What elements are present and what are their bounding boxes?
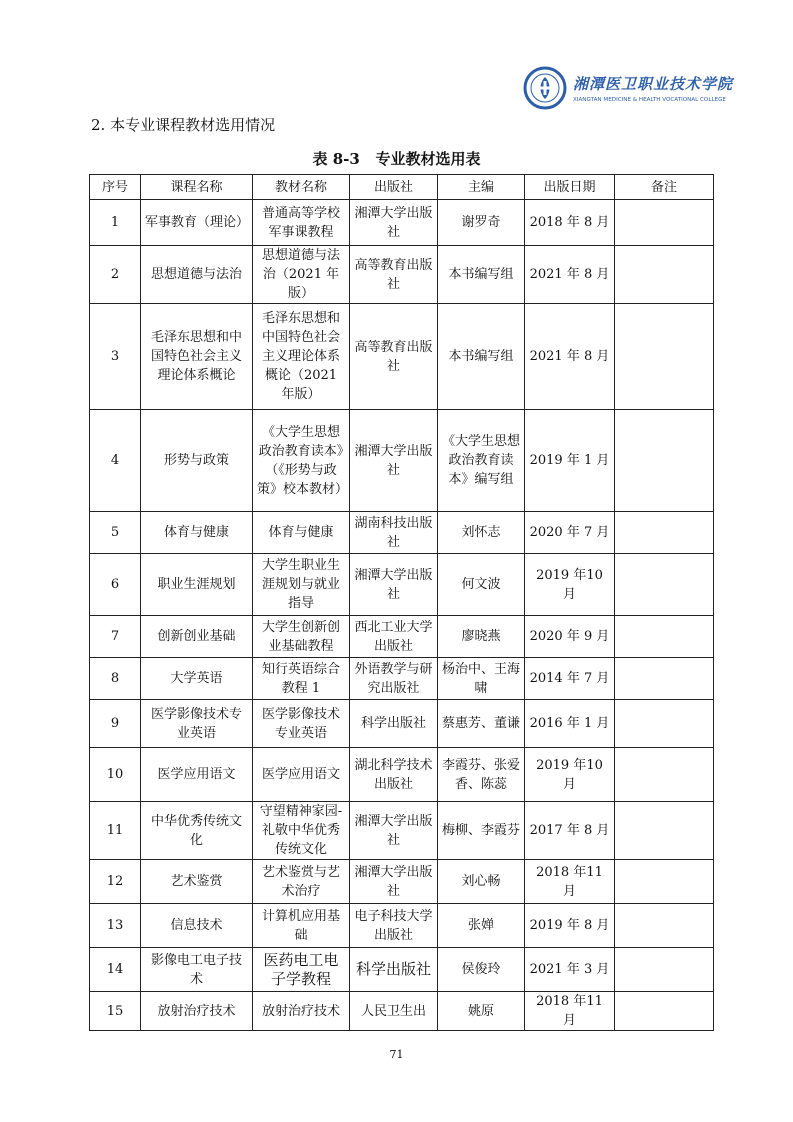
table-row: [90, 512, 714, 554]
cell-course: 大学英语: [141, 658, 253, 700]
cell-date: 2020 年 9 月: [525, 616, 615, 658]
college-name-cn: 湘潭医卫职业技术学院: [573, 75, 734, 93]
cell-index: 15: [90, 992, 141, 1031]
table-row: [90, 748, 714, 802]
cell-course: 军事教育（理论）: [141, 200, 253, 246]
table-row: [90, 904, 714, 948]
cell-editor: 本书编写组: [438, 304, 525, 410]
cell-remarks: [615, 700, 714, 748]
cell-textbook: 计算机应用基础: [253, 904, 350, 948]
cell-editor: 姚原: [438, 992, 525, 1031]
cell-remarks: [615, 554, 714, 616]
cell-publisher: 西北工业大学出版社: [350, 616, 438, 658]
cell-textbook: 思想道德与法治（2021 年版）: [253, 246, 350, 304]
cell-index: 14: [90, 948, 141, 992]
cell-textbook: 《大学生思想政治教育读本》（《形势与政策》校本教材）: [253, 410, 350, 512]
cell-textbook: 普通高等学校军事课教程: [253, 200, 350, 246]
cell-date: 2021 年 8 月: [525, 304, 615, 410]
cell-remarks: [615, 616, 714, 658]
cell-index: 6: [90, 554, 141, 616]
table-row: [90, 304, 714, 410]
cell-remarks: [615, 802, 714, 860]
cell-remarks: [615, 948, 714, 992]
cell-publisher: 湘潭大学出版社: [350, 554, 438, 616]
cell-course: 放射治疗技术: [141, 992, 253, 1031]
cell-publisher: 湘潭大学出版社: [350, 860, 438, 904]
cell-remarks: [615, 860, 714, 904]
header-textbook: 教材名称: [253, 175, 350, 200]
cell-course: 思想道德与法治: [141, 246, 253, 304]
table-row: [90, 554, 714, 616]
cell-textbook: 大学生创新创业基础教程: [253, 616, 350, 658]
table-body: [90, 200, 714, 1031]
table-row: [90, 658, 714, 700]
cell-index: 2: [90, 246, 141, 304]
cell-remarks: [615, 904, 714, 948]
cell-publisher: 湘潭大学出版社: [350, 410, 438, 512]
cell-remarks: [615, 992, 714, 1031]
cell-date: 2019 年 1 月: [525, 410, 615, 512]
table-row: [90, 992, 714, 1031]
cell-remarks: [615, 200, 714, 246]
textbook-table: [89, 174, 714, 1031]
cell-index: 7: [90, 616, 141, 658]
college-emblem-icon: [523, 66, 567, 110]
cell-remarks: [615, 246, 714, 304]
table-row: [90, 802, 714, 860]
cell-course: 医学影像技术专业英语: [141, 700, 253, 748]
cell-date: 2014 年 7 月: [525, 658, 615, 700]
cell-textbook: 医学影像技术专业英语: [253, 700, 350, 748]
cell-remarks: [615, 410, 714, 512]
college-name-en: XIANGTAN MEDICINE & HEALTH VOCATIONAL COLLEGE: [573, 97, 726, 103]
cell-textbook: 知行英语综合教程 1: [253, 658, 350, 700]
cell-index: 12: [90, 860, 141, 904]
cell-editor: 本书编写组: [438, 246, 525, 304]
cell-index: 11: [90, 802, 141, 860]
table-row: [90, 616, 714, 658]
cell-course: 形势与政策: [141, 410, 253, 512]
table-header-row: [90, 175, 714, 200]
cell-textbook: 医药电工电子学教程: [253, 948, 350, 992]
cell-remarks: [615, 512, 714, 554]
cell-editor: 刘心畅: [438, 860, 525, 904]
table-row: [90, 200, 714, 246]
cell-editor: 侯俊玲: [438, 948, 525, 992]
cell-index: 5: [90, 512, 141, 554]
cell-remarks: [615, 748, 714, 802]
cell-date: 2018 年 8 月: [525, 200, 615, 246]
cell-index: 13: [90, 904, 141, 948]
section-heading: 2. 本专业课程教材选用情况: [91, 116, 276, 134]
cell-textbook: 毛泽东思想和中国特色社会主义理论体系概论（2021 年版）: [253, 304, 350, 410]
header-course: 课程名称: [141, 175, 253, 200]
header-remarks: 备注: [615, 175, 714, 200]
cell-index: 10: [90, 748, 141, 802]
cell-course: 职业生涯规划: [141, 554, 253, 616]
header-date: 出版日期: [525, 175, 615, 200]
cell-date: 2019 年 8 月: [525, 904, 615, 948]
cell-textbook: 医学应用语文: [253, 748, 350, 802]
cell-publisher: 外语教学与研究出版社: [350, 658, 438, 700]
cell-publisher: 湘潭大学出版社: [350, 200, 438, 246]
cell-index: 4: [90, 410, 141, 512]
cell-date: 2019 年10 月: [525, 554, 615, 616]
cell-publisher: 电子科技大学出版社: [350, 904, 438, 948]
cell-textbook: 大学生职业生涯规划与就业指导: [253, 554, 350, 616]
table-row: [90, 700, 714, 748]
cell-date: 2021 年 3 月: [525, 948, 615, 992]
cell-editor: 廖晓燕: [438, 616, 525, 658]
cell-course: 影像电工电子技术: [141, 948, 253, 992]
cell-editor: 杨治中、王海啸: [438, 658, 525, 700]
cell-remarks: [615, 304, 714, 410]
table-row: [90, 246, 714, 304]
cell-index: 9: [90, 700, 141, 748]
cell-editor: 谢罗奇: [438, 200, 525, 246]
cell-course: 体育与健康: [141, 512, 253, 554]
cell-publisher: 高等教育出版社: [350, 304, 438, 410]
cell-date: 2019 年10 月: [525, 748, 615, 802]
cell-textbook: 体育与健康: [253, 512, 350, 554]
cell-publisher: 湖北科学技术出版社: [350, 748, 438, 802]
cell-publisher: 高等教育出版社: [350, 246, 438, 304]
cell-editor: 刘怀志: [438, 512, 525, 554]
cell-editor: 梅柳、李霞芬: [438, 802, 525, 860]
cell-publisher: 科学出版社: [350, 948, 438, 992]
cell-course: 毛泽东思想和中国特色社会主义理论体系概论: [141, 304, 253, 410]
cell-editor: 何文波: [438, 554, 525, 616]
cell-publisher: 人民卫生出: [350, 992, 438, 1031]
header-publisher: 出版社: [350, 175, 438, 200]
cell-editor: 《大学生思想政治教育读本》编写组: [438, 410, 525, 512]
cell-date: 2016 年 1 月: [525, 700, 615, 748]
cell-date: 2020 年 7 月: [525, 512, 615, 554]
cell-publisher: 湖南科技出版社: [350, 512, 438, 554]
college-logo: [523, 62, 734, 114]
cell-editor: 李霞芬、张爱香、陈蕊: [438, 748, 525, 802]
cell-textbook: 放射治疗技术: [253, 992, 350, 1031]
cell-date: 2018 年11 月: [525, 992, 615, 1031]
table-row: [90, 860, 714, 904]
cell-editor: 张婵: [438, 904, 525, 948]
cell-index: 1: [90, 200, 141, 246]
cell-course: 信息技术: [141, 904, 253, 948]
page-number: 71: [389, 1048, 404, 1061]
cell-textbook: 守望精神家园-礼敬中华优秀传统文化: [253, 802, 350, 860]
table-row: [90, 410, 714, 512]
cell-course: 艺术鉴赏: [141, 860, 253, 904]
header-editor: 主编: [438, 175, 525, 200]
cell-textbook: 艺术鉴赏与艺术治疗: [253, 860, 350, 904]
cell-index: 8: [90, 658, 141, 700]
header-index: 序号: [90, 175, 141, 200]
cell-date: 2021 年 8 月: [525, 246, 615, 304]
cell-publisher: 科学出版社: [350, 700, 438, 748]
cell-index: 3: [90, 304, 141, 410]
cell-remarks: [615, 658, 714, 700]
cell-date: 2017 年 8 月: [525, 802, 615, 860]
table-row: [90, 948, 714, 992]
cell-course: 医学应用语文: [141, 748, 253, 802]
cell-course: 中华优秀传统文化: [141, 802, 253, 860]
cell-editor: 蔡惠芳、董谦: [438, 700, 525, 748]
cell-course: 创新创业基础: [141, 616, 253, 658]
table-caption: 表 8-3 专业教材选用表: [312, 150, 481, 168]
cell-publisher: 湘潭大学出版社: [350, 802, 438, 860]
cell-date: 2018 年11 月: [525, 860, 615, 904]
